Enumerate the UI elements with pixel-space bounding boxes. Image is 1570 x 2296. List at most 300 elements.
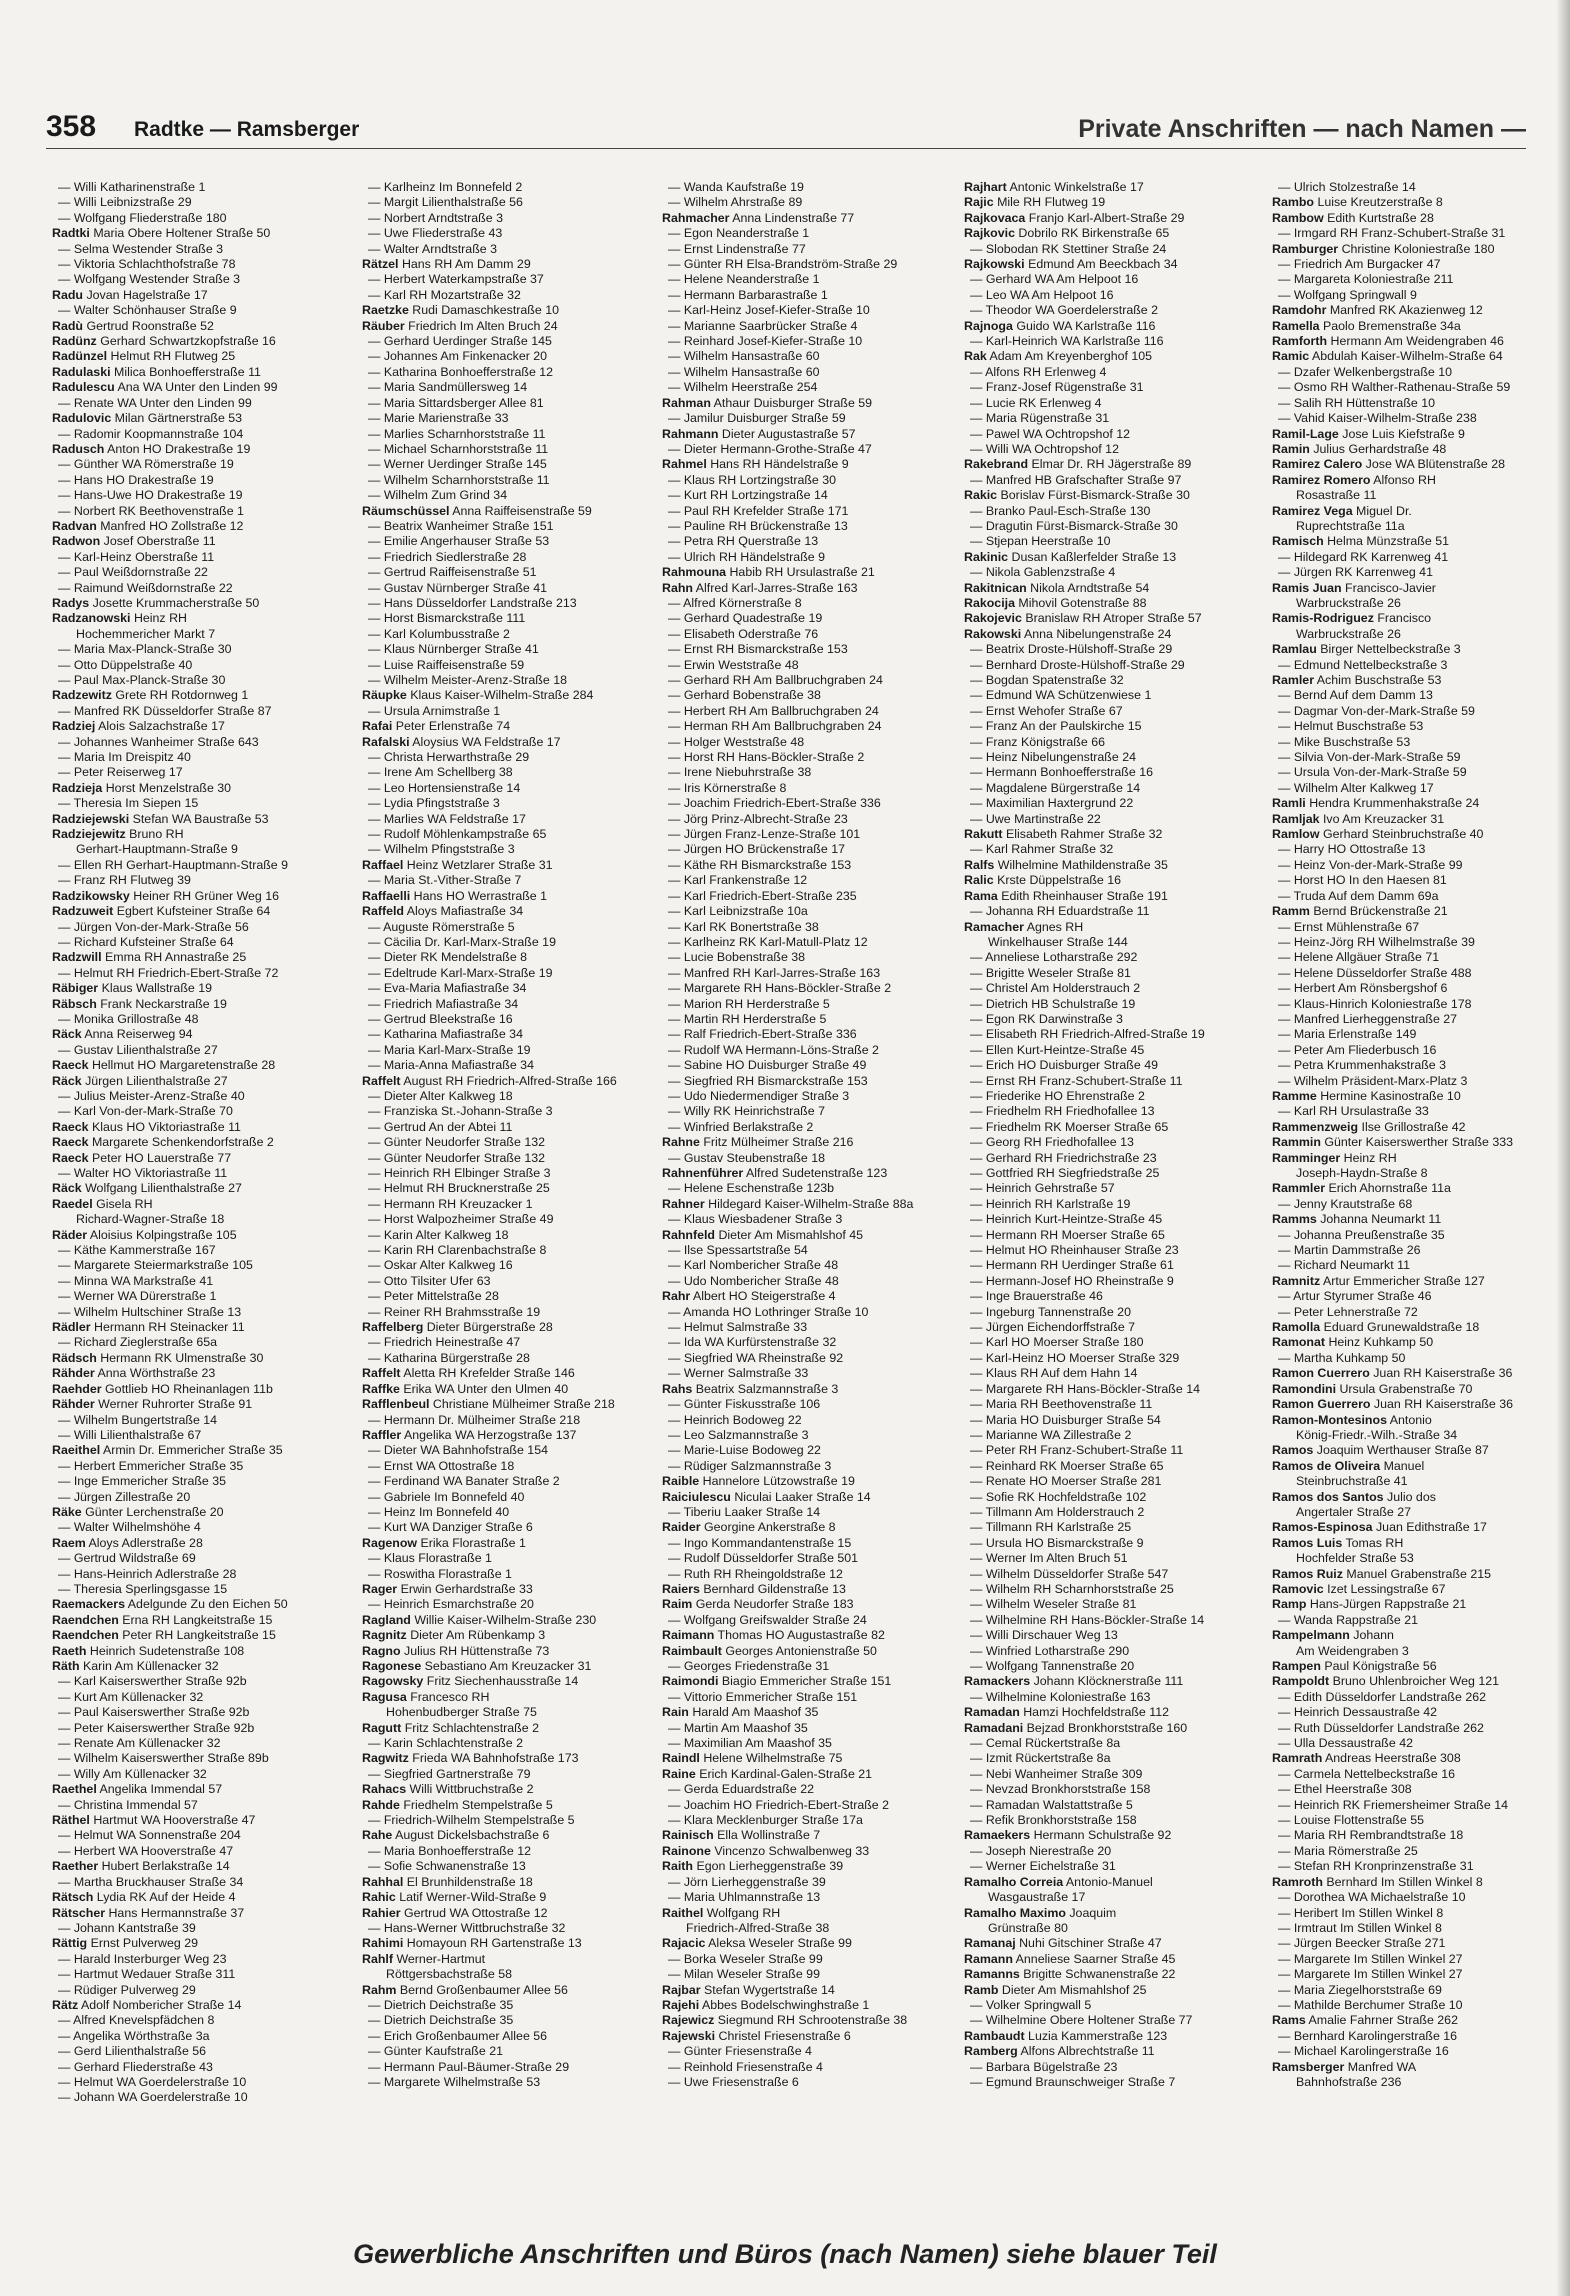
directory-entry [52,1058,337,1073]
entry-text: — Dieter RK Mendelstraße 8 [368,950,528,965]
entry-surname: Rätzel [362,257,399,272]
entry-text: Friedrich Im Alten Bruch 24 [408,318,558,333]
entry-text: — Georges Friedenstraße 31 [668,1659,830,1673]
entry-text: Wolfgang RH [706,1905,781,1920]
entry-text: — Dieter Hermann-Grothe-Straße 47 [668,441,872,456]
directory-entry [1272,1520,1542,1535]
directory-entry [662,1197,947,1212]
directory-entry [964,1351,1249,1366]
directory-entry [52,504,337,519]
directory-entry [964,180,1249,195]
entry-surname: Ragonese [362,1659,422,1673]
entry-text: — Karl HO Moerser Straße 180 [970,1335,1144,1350]
directory-entry [52,1212,337,1227]
directory-entry [52,473,337,488]
entry-text: Dieter Am Mismahlshof 25 [1001,1982,1147,1997]
entry-text: Emma RH Annastraße 25 [105,950,247,965]
entry-text: — Leo Salzmannstraße 3 [668,1427,809,1442]
directory-entry [1272,1228,1542,1243]
entry-text: — Elisabeth Oderstraße 76 [668,626,819,641]
entry-text: — Gerhard Fliederstraße 43 [58,2059,213,2074]
directory-entry [362,457,647,472]
entry-text: — Martin RH Herderstraße 5 [668,1011,827,1026]
entry-text: — Emilie Angerhauser Straße 53 [368,534,550,549]
entry-text: — Rudolf Möhlenkampstraße 65 [368,827,547,842]
directory-entry [1272,750,1542,765]
directory-entry [662,1413,947,1428]
directory-entry [1272,1166,1542,1181]
entry-text: Stefan WA Baustraße 53 [132,811,269,826]
entry-text: — Karl Von-der-Mark-Straße 70 [58,1104,233,1119]
entry-text: — Wolfgang Greifswalder Straße 24 [668,1612,867,1627]
entry-surname: Ramondini [1272,1381,1337,1396]
entry-text: — Heinz-Jörg RH Wilhelmstraße 39 [1278,934,1475,949]
entry-surname: Ramb [964,1982,999,1997]
directory-entry [662,812,947,827]
entry-text: Antonio-Manuel [1065,1874,1153,1889]
directory-entry [52,750,337,765]
entry-text: — Klaus RH Lortzingstraße 30 [668,472,837,487]
entry-surname: Ragenow [362,1535,418,1550]
directory-entry [52,1921,337,1936]
directory-entry [1272,1012,1542,1027]
entry-text: Paul Königstraße 56 [1324,1659,1437,1673]
entry-text: — Maria St.-Vither-Straße 7 [368,873,522,888]
directory-entry [662,242,947,257]
entry-surname: Raem [52,1535,86,1550]
entry-text: — Hermann-Josef HO Rheinstraße 9 [970,1273,1174,1288]
directory-entry [662,1520,947,1535]
directory-entry [662,627,947,642]
entry-text: Christel Friesenstraße 6 [718,2028,851,2043]
directory-entry [964,1274,1249,1289]
entry-text: Hochemmericher Markt 7 [76,626,216,641]
entry-text: — Hermann Dr. Mülheimer Straße 218 [368,1412,581,1427]
entry-text: Egbert Kufsteiner Straße 64 [116,904,271,919]
entry-text: — Marie Marienstraße 33 [368,411,509,426]
entry-text: — Karl RK Bonertstraße 38 [668,919,819,934]
entry-text: Milan Gärtnerstraße 53 [114,411,243,426]
directory-entry [1272,1921,1542,1936]
directory-entry [1272,1721,1542,1736]
entry-text: Aletta RH Krefelder Straße 146 [403,1366,575,1381]
entry-text: Francisco [1377,611,1432,626]
entry-text: — Wilhelm Meister-Arenz-Straße 18 [368,673,567,687]
entry-text: Peter HO Lauerstraße 77 [91,1150,232,1165]
entry-text: — Karl RH Mozartstraße 32 [368,287,521,302]
entry-surname: Ramler [1272,673,1315,687]
entry-text: — Werner Salmstraße 33 [668,1366,809,1381]
entry-text: — Margarete Im Stillen Winkel 27 [1278,1967,1463,1982]
entry-text: — Ellen RH Gerhart-Hauptmann-Straße 9 [58,857,289,872]
directory-entry [1272,1536,1542,1551]
directory-entry [362,242,647,257]
directory-entry [52,981,337,996]
entry-text: Maria Obere Holtener Straße 50 [93,226,271,241]
entry-text: — Heinz Von-der-Mark-Straße 99 [1278,857,1463,872]
entry-text: — Werner Uerdinger Straße 145 [368,457,547,472]
entry-text: — Ferdinand WA Banater Straße 2 [368,1474,560,1489]
entry-text: — Wilhelm Pfingststraße 3 [368,842,515,857]
entry-text: — Elisabeth RH Friedrich-Alfred-Straße 19 [970,1027,1205,1042]
entry-surname: Ramminger [1272,1150,1341,1165]
entry-text: — Maria Im Dreispitz 40 [58,750,191,765]
directory-entry [1272,550,1542,565]
directory-entry [362,1104,647,1119]
directory-entry [662,1597,947,1612]
entry-text: — Margareta Koloniestraße 211 [1278,272,1454,287]
directory-entry [52,1474,337,1489]
directory-entry [52,303,337,318]
directory-entry [662,1135,947,1150]
entry-surname: Räth [52,1659,80,1673]
entry-text: — Jürgen RK Karrenweg 41 [1278,565,1433,580]
entry-text: — Helmut WA Goerdelerstraße 10 [58,2074,247,2089]
entry-text: — Leo Hortensienstraße 14 [368,780,521,795]
directory-entry [52,211,337,226]
directory-entry [662,349,947,364]
entry-surname: Ramburger [1272,241,1339,256]
entry-text: Joaquim [1069,1905,1117,1920]
entry-text: — Bernhard Droste-Hülshoff-Straße 29 [970,657,1185,672]
directory-entry [662,396,947,411]
directory-entry [662,750,947,765]
directory-entry [964,534,1249,549]
directory-entry [964,1043,1249,1058]
entry-text: — Ursula Arnimstraße 1 [368,703,501,718]
entry-text: König-Friedr.-Wilh.-Straße 34 [1296,1427,1458,1442]
directory-entry [662,1228,947,1243]
directory-entry [1272,1844,1542,1859]
directory-entry [964,735,1249,750]
directory-entry [52,1767,337,1782]
entry-text: — Karl Kaiserswerther Straße 92b [58,1674,247,1689]
entry-text: Heinrich Sudetenstraße 108 [89,1643,245,1658]
directory-entry [1272,534,1542,549]
entry-text: — Maria HO Duisburger Straße 54 [970,1412,1161,1427]
directory-entry [1272,1952,1542,1967]
directory-entry [52,1135,337,1150]
directory-entry [662,796,947,811]
entry-text: — Auguste Römerstraße 5 [368,919,515,934]
directory-entry [362,796,647,811]
directory-entry [964,1335,1249,1350]
directory-entry [1272,981,1542,996]
directory-entry [964,1967,1249,1982]
directory-entry [362,2029,647,2044]
entry-text: Johanna Neumarkt 11 [1320,1212,1442,1227]
directory-entry [362,1782,647,1797]
entry-text: — Walter HO Viktoriastraße 11 [58,1166,228,1180]
entry-surname: Radziejewitz [52,827,126,842]
entry-surname: Raeck [52,1058,89,1073]
entry-surname: Raffelberg [362,1320,424,1335]
entry-surname: Rajhart [964,180,1007,194]
directory-entry [964,596,1249,611]
entry-text: — Leo WA Am Helpoot 16 [970,287,1114,302]
entry-text: — Ursula Von-der-Mark-Straße 59 [1278,765,1467,780]
directory-entry [1272,1074,1542,1089]
entry-text: — Karl Kolumbusstraße 2 [368,626,510,641]
directory-entry [964,1027,1249,1042]
entry-surname: Rahm [362,1982,397,1997]
directory-entry [1272,319,1542,334]
directory-entry [52,873,337,888]
directory-entry [1272,1936,1542,1951]
directory-entry [662,2013,947,2028]
entry-surname: Ramadani [964,1720,1024,1735]
directory-entry [964,966,1249,981]
directory-entry [52,1782,337,1797]
directory-entry [52,1828,337,1843]
directory-entry [662,658,947,673]
entry-surname: Rajbar [662,1982,701,1997]
entry-text: Artur Emmericher Straße 127 [1322,1273,1485,1288]
directory-entry [662,1043,947,1058]
entry-text: Dieter Am Rübenkamp 3 [410,1628,546,1643]
directory-entry [52,565,337,580]
directory-entry [964,1305,1249,1320]
entry-text: — Karl Rahmer Straße 32 [970,842,1114,857]
entry-text: — Paul Max-Planck-Straße 30 [58,673,226,687]
entry-text: — Karl Friedrich-Ebert-Straße 235 [668,888,857,903]
entry-text: — Richard Kufsteiner Straße 64 [58,934,234,949]
entry-text: — Angelika Wörthstraße 3a [58,2028,210,2043]
directory-entry [52,1443,337,1458]
entry-text: Klaus Wallstraße 19 [101,981,213,996]
directory-entry [52,1690,337,1705]
entry-text: Aloisius Kolpingstraße 105 [89,1227,237,1242]
entry-surname: Radulescu [52,380,115,395]
directory-entry [1272,349,1542,364]
entry-text: Gerda Neudorfer Straße 183 [695,1597,854,1612]
directory-entry [52,1089,337,1104]
entry-text: Hans-Jürgen Rappstraße 21 [1309,1597,1467,1612]
entry-text: Steinbruchstraße 41 [1296,1474,1408,1489]
directory-entry [52,334,337,349]
directory-entry [662,2060,947,2075]
entry-text: — Pawel WA Ochtropshof 12 [970,426,1131,441]
entry-text: — Ernst Lindenstraße 77 [668,241,806,256]
directory-entry [662,1628,947,1643]
directory-entry [964,457,1249,472]
directory-entry [662,1875,947,1890]
entry-surname: Rager [362,1581,398,1596]
directory-entry [964,611,1249,626]
entry-text: — Karl-Heinrich WA Karlstraße 116 [970,334,1164,349]
directory-entry [362,920,647,935]
directory-entry [52,1597,337,1612]
directory-entry [964,812,1249,827]
entry-text: — Hermann Barbarastraße 1 [668,287,828,302]
entry-text: — Katharina Bonhoefferstraße 12 [368,364,554,379]
directory-entry [52,1844,337,1859]
entry-text: — Johanna Preußenstraße 35 [1278,1227,1445,1242]
entry-surname: Rambaudt [964,2028,1025,2043]
directory-entry [964,1058,1249,1073]
entry-text: Hermann RH Steinacker 11 [94,1320,245,1335]
directory-entry [52,1890,337,1905]
entry-text: — Marlies WA Feldstraße 17 [368,811,526,826]
entry-text: — Dorothea WA Michaelstraße 10 [1278,1890,1466,1905]
entry-surname: Rätscher [52,1905,106,1920]
entry-text: — Maximilian Am Maashof 35 [668,1736,832,1751]
directory-entry [964,1721,1249,1736]
entry-surname: Radusch [52,441,105,456]
directory-entry [964,1906,1249,1921]
directory-entry [362,658,647,673]
entry-text: Werner-Hartmut [396,1951,486,1966]
entry-text: — Gerd Lilienthalstraße 56 [58,2044,207,2059]
directory-entry [662,195,947,210]
directory-entry [662,1798,947,1813]
directory-entry [662,334,947,349]
entry-text: Krste Düppelstraße 16 [997,873,1122,888]
entry-surname: Raffelt [362,1366,401,1381]
entry-text: — Theresia Im Siepen 15 [58,796,199,811]
entry-text: — Rudolf WA Hermann-Löns-Straße 2 [668,1042,879,1057]
directory-entry [52,2044,337,2059]
directory-entry [662,1890,947,1905]
entry-text: — Ernst RH Franz-Schubert-Straße 11 [970,1073,1183,1088]
directory-entry [964,1428,1249,1443]
entry-text: — Irmgard RH Franz-Schubert-Straße 31 [1278,226,1506,241]
entry-text: — Helmut RH Friedrich-Ebert-Straße 72 [58,965,279,980]
entry-text: — Richard Zieglerstraße 65a [58,1335,218,1350]
entry-text: — Wilhelm Düsseldorfer Straße 547 [970,1566,1169,1581]
entry-text: — Rudolf Düsseldorfer Straße 501 [668,1551,859,1566]
directory-entry [52,1305,337,1320]
directory-entry [964,334,1249,349]
entry-surname: Radù [52,318,83,333]
entry-surname: Ramanaj [964,1936,1016,1951]
directory-entry [964,997,1249,1012]
entry-text: — Hildegard RK Karrenweg 41 [1278,549,1449,564]
entry-text: — Marion RH Herderstraße 5 [668,996,830,1011]
directory-entry [1272,1705,1542,1720]
directory-entry [662,1366,947,1381]
directory-entry [362,1058,647,1073]
directory-entry [1272,935,1542,950]
entry-text: Francisco-Javier [1345,580,1436,595]
directory-entry [964,827,1249,842]
directory-entry [52,365,337,380]
directory-entry [52,550,337,565]
directory-entry [662,981,947,996]
entry-text: — Maria Karl-Marx-Straße 19 [368,1042,531,1057]
directory-column-4 [964,180,1249,2090]
directory-entry [662,1459,947,1474]
entry-text: — Margarete Im Stillen Winkel 27 [1278,1951,1463,1966]
entry-text: — Friederike HO Ehrenstraße 2 [970,1088,1145,1103]
directory-entry [1272,303,1542,318]
directory-entry [964,242,1249,257]
directory-entry [964,1120,1249,1135]
entry-text: — Beatrix Droste-Hülshoff-Straße 29 [970,642,1173,657]
entry-text: Angelika WA Herzogstraße 137 [404,1427,577,1442]
directory-entry [964,1890,1249,1905]
directory-entry [362,1274,647,1289]
entry-surname: Rahnenführer [662,1166,744,1180]
entry-text: — Jürgen HO Brückenstraße 17 [668,842,845,857]
entry-text: — Petra Krummenhakstraße 3 [1278,1058,1447,1073]
directory-entry [1272,473,1542,488]
directory-entry [1272,997,1542,1012]
entry-text: Hochfelder Straße 53 [1296,1551,1414,1566]
directory-entry [964,1366,1249,1381]
entry-text: — Ursula HO Bismarckstraße 9 [970,1535,1144,1550]
entry-surname: Rahs [662,1381,693,1396]
directory-entry [1272,1443,1542,1458]
directory-entry [964,1181,1249,1196]
directory-entry [662,935,947,950]
entry-surname: Ramms [1272,1212,1317,1227]
entry-text: — Edmund Nettelbeckstraße 3 [1278,657,1448,672]
directory-entry [1272,272,1542,287]
entry-text: — Franz-Josef Rügenstraße 31 [970,380,1144,395]
entry-text: Hubert Berlakstraße 14 [101,1859,230,1874]
entry-text: Hildegard Kaiser-Wilhelm-Straße 88a [708,1196,914,1211]
entry-text: — Marlies Scharnhorststraße 11 [368,426,546,441]
directory-entry [1272,411,1542,426]
directory-entry [52,457,337,472]
directory-entry [1272,1413,1542,1428]
entry-text: Frieda WA Bahnhofstraße 173 [412,1751,579,1766]
entry-text: Borislav Fürst-Bismarck-Straße 30 [1000,488,1190,503]
entry-text: — Christina Immendal 57 [58,1797,198,1812]
directory-entry [964,1659,1249,1674]
directory-entry [662,1705,947,1720]
directory-column-1 [52,180,337,2106]
directory-entry [662,1305,947,1320]
directory-entry [662,1906,947,1921]
entry-text: — Gerhard RH Am Ballbruchgraben 24 [668,673,883,687]
entry-text: — Ernst RH Bismarckstraße 153 [668,642,848,657]
directory-entry [1272,1258,1542,1273]
directory-entry [362,272,647,287]
directory-entry [964,226,1249,241]
entry-surname: Ragutt [362,1720,402,1735]
entry-text: — Helene Eschenstraße 123b [668,1181,834,1196]
entry-surname: Rams [1272,2013,1306,2028]
directory-entry [662,257,947,272]
directory-entry [52,827,337,842]
entry-text: — Renate HO Moerser Straße 281 [970,1474,1162,1489]
entry-text: Grete RH Rotdornweg 1 [115,688,249,703]
entry-text: Willie Kaiser-Wilhelm-Straße 230 [414,1612,597,1627]
entry-surname: Raine [662,1766,696,1781]
directory-entry [662,1104,947,1119]
directory-entry [964,1751,1249,1766]
directory-entry [964,1536,1249,1551]
entry-text: — Mike Buschstraße 53 [1278,734,1411,749]
directory-entry [1272,611,1542,626]
entry-text: — Friedrich Mafiastraße 34 [368,996,519,1011]
entry-surname: Ramli [1272,796,1306,811]
entry-text: — Gertrud Bleekstraße 16 [368,1011,513,1026]
entry-text: — Helene Allgäuer Straße 71 [1278,950,1440,965]
directory-entry [52,1952,337,1967]
directory-entry [662,1983,947,1998]
entry-text: — Wilhelm Hansastraße 60 [668,364,820,379]
directory-entry [964,1690,1249,1705]
entry-text: — Winfried Lotharstraße 290 [970,1643,1130,1658]
directory-entry [52,242,337,257]
entry-surname: Raider [662,1520,701,1535]
entry-text: — Karl-Heinz Josef-Kiefer-Straße 10 [668,303,870,318]
directory-entry [662,1443,947,1458]
entry-surname: Ramrath [1272,1751,1323,1766]
